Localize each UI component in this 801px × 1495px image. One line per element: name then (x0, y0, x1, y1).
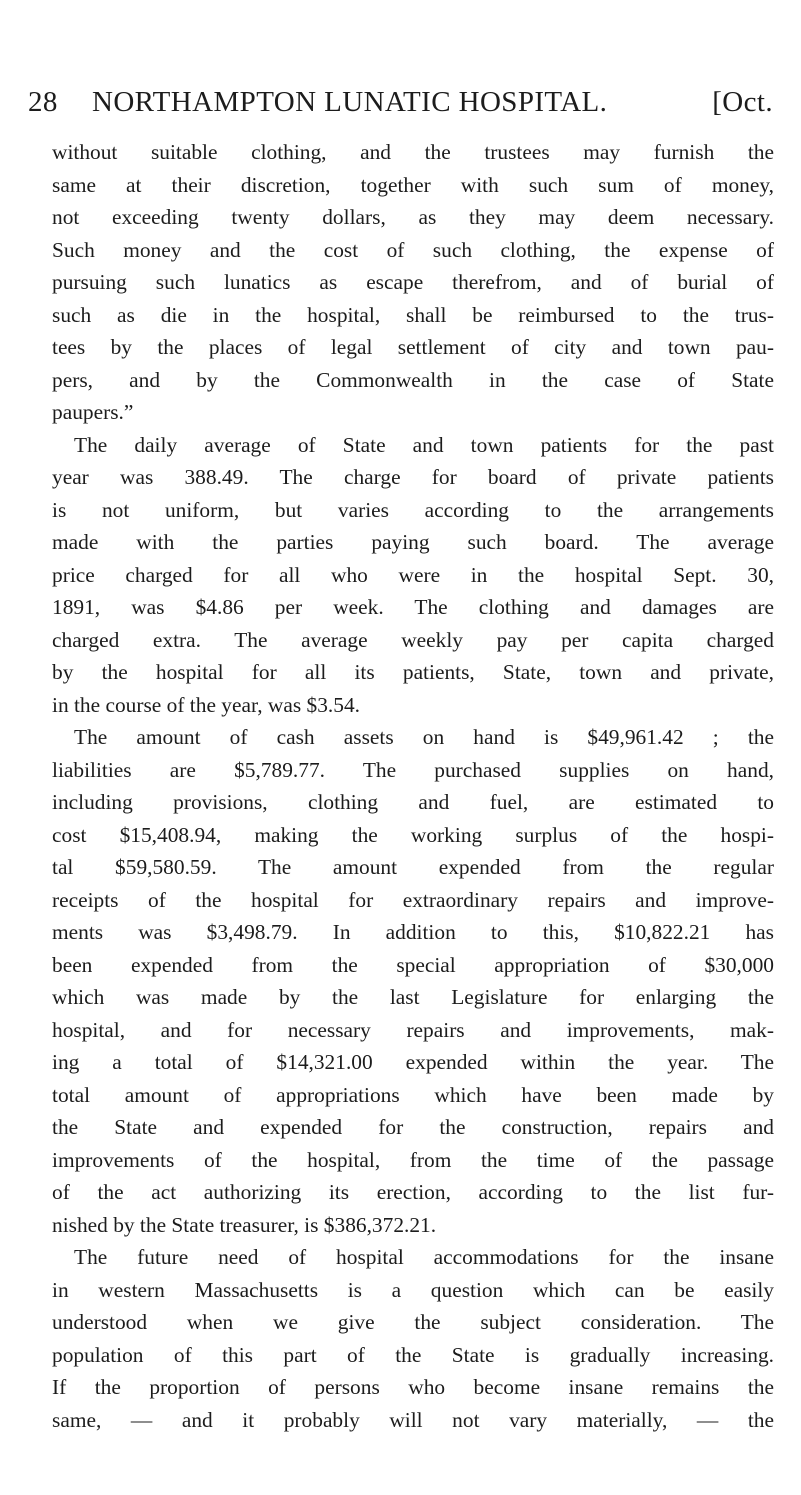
running-title: NORTHAMPTON LUNATIC HOSPITAL. (92, 86, 608, 118)
text-line: hospital, and for necessary repairs and improvements, mak- (52, 1017, 774, 1042)
text-line: cost $15,408.94, making the working surplus of the hospi- (52, 822, 774, 847)
running-head (28, 86, 773, 126)
text-line: improvements of the hospital, from the time of the passage (52, 1147, 774, 1172)
text-line: tees by the places of legal settlement of city and town pau- (52, 335, 774, 359)
page-number: 28 (28, 86, 58, 118)
text-line: the State and expended for the construction, repairs and (52, 1115, 774, 1139)
text-line: of the act authorizing its erection, according to the list fur- (52, 1180, 774, 1204)
text-line: liabilities are $5,789.77. The purchased supplies on hand, (52, 757, 774, 782)
text-line: is not uniform, but varies according to the arrangements (52, 497, 774, 522)
text-line: been expended from the special appropriation of $30,000 (52, 952, 774, 977)
text-line: The amount of cash assets on hand is $49,961.42 ; the (74, 725, 774, 749)
paragraph (52, 1241, 774, 1436)
text-line: 1891, was $4.86 per week. The clothing and damages are (52, 595, 774, 619)
text-line: understood when we give the subject consideration. The (52, 1310, 774, 1334)
text-line: such as die in the hospital, shall be reimbursed to the trus- (52, 302, 774, 327)
text-line: including provisions, clothing and fuel, are estimated to (52, 790, 774, 814)
text-line: If the proportion of persons who become insane remains the (52, 1375, 774, 1399)
text-line: pursuing such lunatics as escape therefrom, and of burial of (52, 270, 774, 294)
text-line: price charged for all who were in the hospital Sept. 30, (52, 562, 774, 587)
text-line: charged extra. The average weekly pay per capita charged (52, 627, 774, 652)
text-line: total amount of appropriations which have been made by (52, 1082, 774, 1107)
paragraph (52, 136, 774, 429)
text-line: ing a total of $14,321.00 expended within the year. The (52, 1050, 774, 1074)
text-line: pers, and by the Commonwealth in the case of State (52, 367, 774, 392)
text-line: without suitable clothing, and the trustees may furnish the (52, 140, 774, 164)
paragraph (52, 721, 774, 1241)
text-line: in the course of the year, was $3.54. (52, 692, 361, 717)
text-line: nished by the State treasurer, is $386,372.21. (52, 1212, 437, 1237)
text-line: same at their discretion, together with such sum of money, (52, 172, 774, 197)
text-line: year was 388.49. The charge for board of private patients (52, 465, 774, 489)
text-line: same, — and it probably will not vary materially, — the (52, 1407, 774, 1432)
body-text (52, 136, 774, 1436)
paragraph (52, 429, 774, 722)
text-line: The daily average of State and town patients for the past (74, 432, 774, 457)
text-line: ments was $3,498.79. In addition to this, $10,822.21 has (52, 920, 774, 944)
text-line: not exceeding twenty dollars, as they may deem necessary. (52, 205, 774, 229)
running-date: [Oct. (712, 86, 773, 118)
text-line: which was made by the last Legislature for enlarging the (52, 985, 774, 1009)
text-line: The future need of hospital accommodations for the insane (74, 1245, 774, 1269)
text-line: receipts of the hospital for extraordinary repairs and improve- (52, 887, 774, 912)
text-line: population of this part of the State is gradually increasing. (52, 1342, 774, 1367)
text-line: paupers.” (52, 400, 134, 424)
text-line: by the hospital for all its patients, State, town and private, (52, 660, 774, 684)
text-line: Such money and the cost of such clothing, the expense of (52, 237, 774, 262)
text-line: in western Massachusetts is a question which can be easily (52, 1277, 774, 1302)
text-line: made with the parties paying such board. The average (52, 530, 774, 554)
text-line: tal $59,580.59. The amount expended from the regular (52, 855, 774, 879)
